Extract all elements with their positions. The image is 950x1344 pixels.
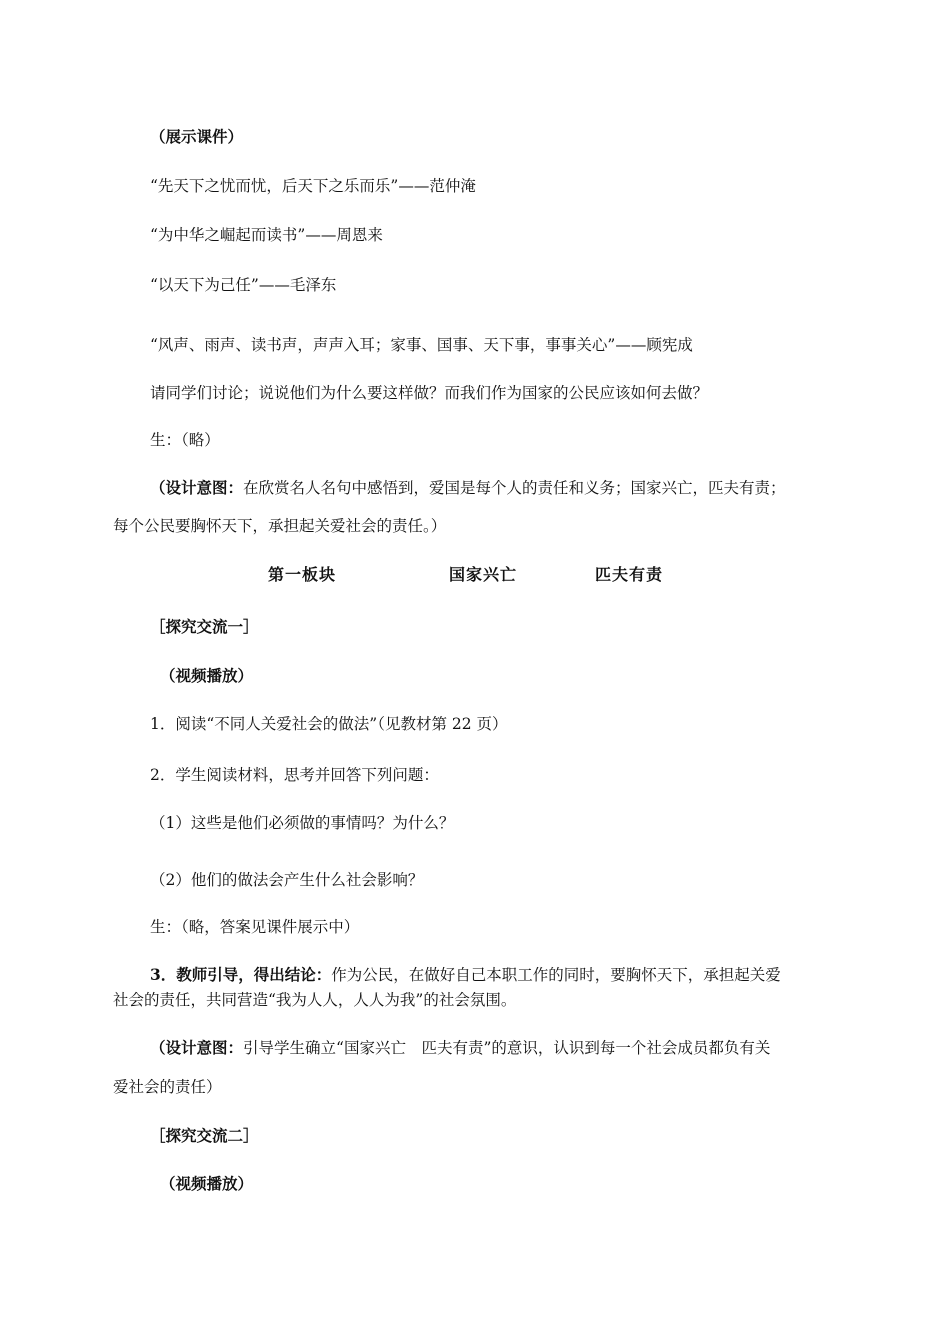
step-1: 1．阅读“不同人关爱社会的做法”（见教材第 22 页） [150, 715, 508, 733]
design-intent-continuation: 爱社会的责任） [113, 1078, 222, 1096]
student-reply: 生：（略，答案见课件展示中） [150, 918, 360, 936]
quote-mao-zedong: “以天下为己任”——毛泽东 [150, 276, 337, 294]
question-2: （2）他们的做法会产生什么社会影响？ [150, 871, 424, 889]
explore-exchange-1: ［探究交流一］ [150, 617, 259, 636]
step-3-paragraph [150, 965, 781, 985]
step-3-label: 3．教师引导，得出结论： [150, 965, 332, 984]
quote-zhou-enlai: “为中华之崛起而读书”——周恩来 [150, 226, 383, 244]
quote-fan-zhongyan: “先天下之忧而忧，后天下之乐而乐”——范仲淹 [150, 177, 476, 195]
design-intent-paragraph [150, 1038, 770, 1058]
quote-gu-xiancheng: “风声、雨声、读书声，声声入耳；家事、国事、天下事，事事关心”——顾宪成 [150, 336, 693, 354]
courseware-note: （展示课件） [150, 127, 244, 146]
step-3-continuation: 社会的责任，共同营造“我为人人，人人为我”的社会氛围。 [113, 991, 517, 1009]
video-playback-1: （视频播放） [160, 666, 254, 685]
section-title-part3: 匹夫有责 [595, 565, 664, 584]
design-intent-paragraph [150, 478, 786, 498]
design-intent-continuation: 每个公民要胸怀天下，承担起关爱社会的责任。） [113, 517, 447, 535]
design-intent-text: 在欣赏名人名句中感悟到，爱国是每个人的责任和义务；国家兴亡，匹夫有责； [243, 479, 786, 497]
section-title-part1: 第一板块 [268, 565, 337, 584]
section-title-part2: 国家兴亡 [449, 565, 518, 584]
discussion-prompt: 请同学们讨论；说说他们为什么要这样做？而我们作为国家的公民应该如何去做？ [150, 384, 709, 402]
design-intent-label: （设计意图： [150, 478, 244, 497]
step-2: 2．学生阅读材料，思考并回答下列问题： [150, 766, 439, 784]
student-reply: 生：（略） [150, 431, 220, 449]
explore-exchange-2: ［探究交流二］ [150, 1126, 259, 1145]
design-intent-text: 引导学生确立“国家兴亡 匹夫有责”的意识，认识到每一个社会成员都负有关 [243, 1039, 771, 1057]
video-playback-2: （视频播放） [160, 1174, 254, 1193]
design-intent-label: （设计意图： [150, 1038, 244, 1057]
question-1: （1）这些是他们必须做的事情吗？为什么？ [150, 814, 455, 832]
step-3-text: 作为公民，在做好自己本职工作的同时，要胸怀天下，承担起关爱 [331, 966, 781, 984]
